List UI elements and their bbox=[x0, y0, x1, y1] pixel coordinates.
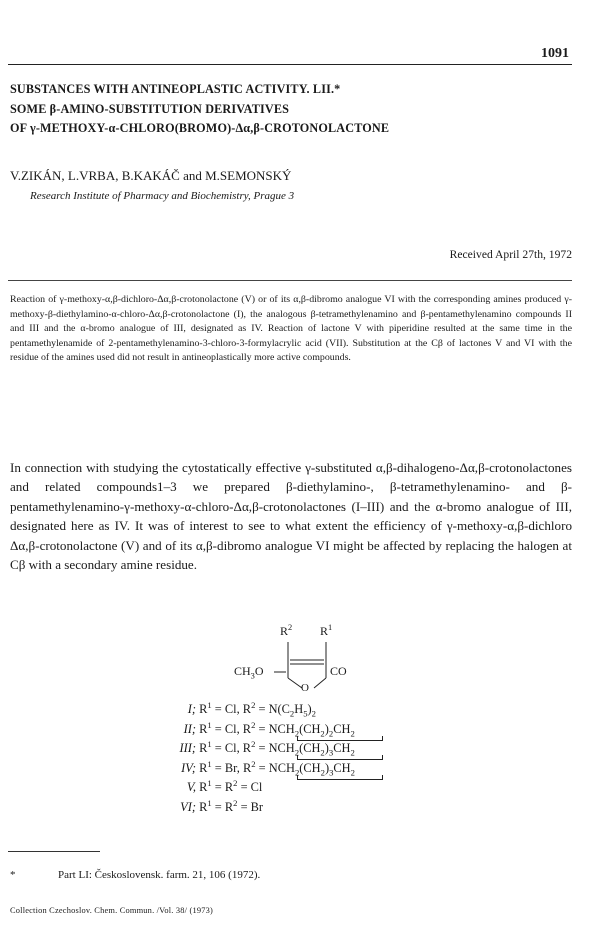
footnote bbox=[10, 869, 260, 881]
compound-row bbox=[160, 778, 460, 798]
article-title bbox=[10, 80, 570, 139]
compound-id: I; bbox=[187, 702, 196, 716]
compound-row bbox=[160, 700, 460, 720]
affiliation: Research Institute of Pharmacy and Biochemistry, Prague 3 bbox=[30, 190, 295, 202]
compound-id: IV; bbox=[181, 760, 196, 775]
lactone-structure-diagram bbox=[230, 620, 370, 700]
compound-id: VI; bbox=[180, 799, 196, 814]
r1-label: $R^1$ bbox=[320, 623, 333, 638]
compound-row bbox=[160, 798, 460, 818]
compound-row bbox=[160, 720, 460, 740]
compound-formula: $R^1 = Cl$, $R^2 = NCH_2(CH_2)_3CH_2$ bbox=[199, 739, 355, 758]
header-rule bbox=[8, 64, 572, 65]
title-line-1: SUBSTANCES WITH ANTINEOPLASTIC ACTIVITY. LII.* bbox=[10, 82, 341, 96]
title-line-3: OF γ-METHOXY-α-CHLORO(BROMO)-Δα,β-CROTONOLACTONE bbox=[10, 121, 390, 135]
abstract-rule bbox=[8, 280, 572, 281]
footnote-rule bbox=[8, 851, 100, 852]
compound-formula: $R^1 = Cl$, $R^2 = N(C_2H_5)_2$ bbox=[199, 699, 316, 719]
running-footer: Collection Czechoslov. Chem. Commun. /Vol. 38/ (1973) bbox=[10, 906, 213, 915]
authors: V.ZIKÁN, L.VRBA, B.KAKÁČ and M.SEMONSKÝ bbox=[10, 168, 292, 183]
compound-row bbox=[160, 759, 460, 779]
compound-formula: $R^1 = R^2 = Cl$ bbox=[199, 778, 263, 795]
footnote-text: Part LI: Československ. farm. 21, 106 (1972). bbox=[58, 869, 261, 881]
body-paragraph: In connection with studying the cytostatically effective γ-substituted α,β-dihalogeno-Δα,β-crotonolactones and related compounds1–3 we prepared β-diethylamino-, β-tetramethylenamino- and β-pentamethylenamino-γ-methoxy-α-chloro-Δα,β-crotonolactones (I–III) and the α-bromo analogue of III, designated here as IV. It was of interest to see to what extent the efficiency of γ-methoxy-α,β-dichloro Δα,β-crotonolactone (V) and of its α,β-dibromo analogue VI might be affected by replacing the halogen at Cβ with a secondary amine residue. bbox=[10, 460, 572, 573]
r2-label: $R^2$ bbox=[280, 623, 293, 638]
compound-formula: $R^1 = Br$, $R^2 = NCH_2(CH_2)_3CH_2$ bbox=[199, 758, 355, 778]
compound-id: V, bbox=[186, 780, 196, 795]
co-label: CO bbox=[330, 664, 347, 678]
ring-oxygen-label: O bbox=[301, 682, 309, 694]
compound-list bbox=[160, 700, 460, 818]
compound-row bbox=[160, 739, 460, 759]
title-line-2: SOME β-AMINO-SUBSTITUTION DERIVATIVES bbox=[10, 101, 290, 116]
ring-bonds bbox=[230, 620, 370, 700]
abstract: Reaction of γ-methoxy-α,β-dichloro-Δα,β-crotonolactone (V) or of its α,β-dibromo analogue VI with the corresponding amines produced γ-methoxy-β-diethylamino-α-chloro-Δα,β-crotonolactone (I), the analogous β-tetramethylenamino and β-pentamethylenamino compounds II and III and the α-bromo analogue of III, designated as IV. Reaction of lactone V with piperidine resulted at the same time in the pentamethylenamide of 2-pentamethylenamino-3-chloro-3-formylacrylic acid (VII). Substitution at the Cβ of lactones V and VI with the residue of the amines used did not result in antineoplastically more active compounds. bbox=[10, 294, 572, 364]
ch3o-label: $CH_3O$ bbox=[234, 664, 264, 681]
compound-formula: $R^1 = Cl$, $R^2 = NCH_2(CH_2)_2CH_2$ bbox=[199, 719, 355, 739]
compound-formula: $R^1 = R^2 = Br$ bbox=[199, 797, 264, 814]
page-number: 1091 bbox=[541, 46, 569, 61]
compound-id: II; bbox=[183, 721, 196, 736]
received-date: Received April 27th, 1972 bbox=[449, 248, 572, 261]
footnote-mark: * bbox=[10, 869, 16, 881]
compound-id: III; bbox=[179, 741, 196, 756]
